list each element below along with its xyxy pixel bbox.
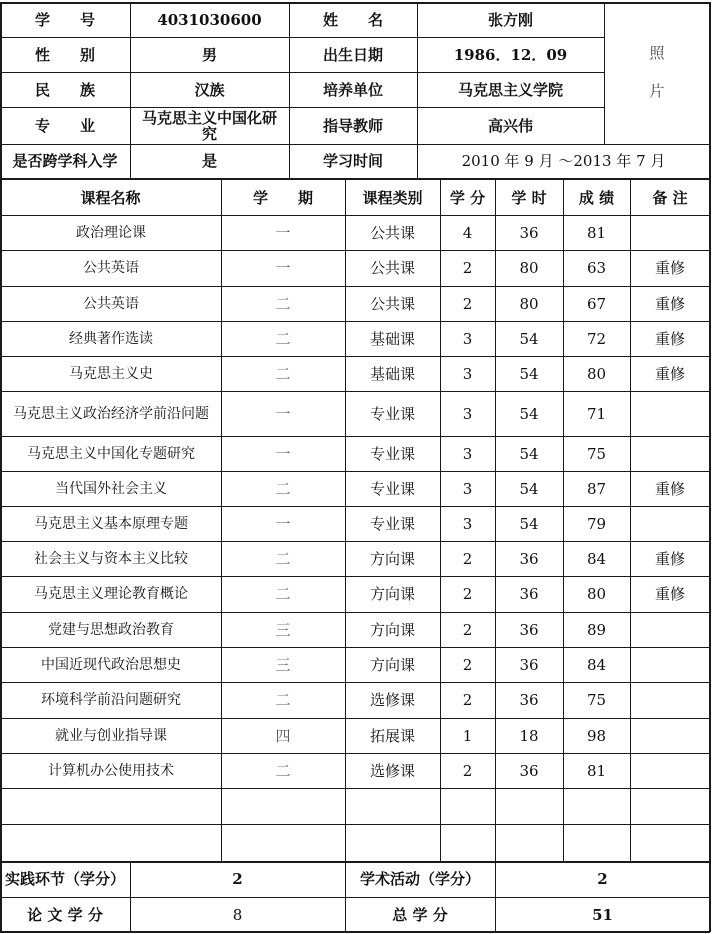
- course-score: 81: [586, 761, 607, 780]
- grid-line: [0, 541, 710, 542]
- grid-line: [0, 2, 2, 932]
- course-credit: 3: [462, 479, 473, 498]
- course-hours: 36: [519, 585, 539, 603]
- course-name: 公共英语: [83, 260, 139, 276]
- cross-discipline-label: 是否跨学科入学: [12, 152, 118, 170]
- course-credit: 3: [462, 514, 473, 533]
- major-label: 专 业: [34, 116, 95, 135]
- course-name: 就业与创业指导课: [55, 727, 167, 744]
- student-id-label: 学 号: [34, 10, 95, 29]
- course-term: 二: [275, 364, 291, 383]
- course-note: 重修: [654, 259, 685, 277]
- grid-line: [0, 753, 710, 754]
- course-note: 重修: [654, 329, 685, 348]
- grid-line: [0, 824, 710, 825]
- course-note: [630, 718, 710, 753]
- grid-line: [0, 250, 710, 251]
- study-period-value: 2010 年 9 月 ～2013 年 7 月: [461, 152, 666, 170]
- course-score: 84: [586, 655, 607, 674]
- course-name: 公共英语: [83, 295, 139, 312]
- course-name: 计算机办公使用技术: [48, 762, 174, 779]
- advisor-label: 指导教师: [322, 116, 383, 135]
- course-hours: 54: [519, 364, 539, 383]
- grid-line: [130, 2, 131, 178]
- course-name: 马克思主义中国化专题研究: [27, 445, 195, 462]
- student-id-value: 4031030600: [157, 10, 262, 29]
- grid-line: [563, 178, 564, 861]
- col-header-hours: 学 时: [511, 188, 547, 207]
- grid-line: [0, 321, 710, 322]
- grid-line: [440, 178, 441, 861]
- course-credit: 2: [462, 761, 473, 780]
- course-term: 一: [275, 404, 291, 423]
- course-type: 基础课: [369, 329, 415, 348]
- grid-line: [345, 861, 346, 932]
- course-name: 经典著作选读: [69, 330, 153, 347]
- name-value: 张方刚: [487, 10, 533, 29]
- course-term: 二: [275, 585, 291, 603]
- course-credit: 3: [462, 329, 473, 348]
- course-credit: 3: [462, 444, 473, 463]
- grid-line: [0, 72, 604, 73]
- grid-line: [0, 931, 710, 933]
- course-hours: 80: [519, 294, 539, 313]
- course-term: 一: [275, 259, 291, 277]
- course-note: [630, 436, 710, 471]
- course-term: 二: [275, 691, 291, 709]
- course-note: 重修: [654, 479, 685, 498]
- grid-line: [130, 861, 131, 932]
- course-score: 75: [586, 691, 607, 709]
- course-score: 89: [586, 620, 607, 639]
- course-credit: 2: [462, 549, 473, 568]
- course-name: 当代国外社会主义: [55, 480, 167, 497]
- course-score: 98: [586, 726, 607, 745]
- course-score: 81: [586, 223, 607, 242]
- course-type: 方向课: [369, 655, 415, 674]
- course-type: 专业课: [369, 444, 415, 463]
- grid-line: [0, 718, 710, 719]
- course-hours: 36: [519, 223, 539, 242]
- course-note: [630, 682, 710, 718]
- course-credit: 2: [462, 259, 473, 277]
- course-hours: 36: [519, 620, 539, 639]
- course-name: 中国近现代政治思想史: [41, 656, 181, 673]
- course-term: 二: [275, 479, 291, 498]
- course-score: 67: [586, 294, 607, 313]
- course-type: 公共课: [369, 223, 415, 242]
- grid-line: [417, 2, 418, 178]
- major-value: 马克思主义中国化研究: [141, 108, 277, 143]
- grid-line: [0, 436, 710, 437]
- course-term: 二: [275, 329, 291, 348]
- course-credit: 4: [462, 223, 473, 242]
- unit-label: 培养单位: [322, 80, 383, 99]
- thesis-credit-label: 论 文 学 分: [27, 905, 103, 924]
- course-type: 专业课: [369, 514, 415, 533]
- course-note: [630, 506, 710, 541]
- course-credit: 2: [462, 620, 473, 639]
- grid-line: [289, 2, 290, 178]
- course-type: 专业课: [369, 404, 415, 423]
- practice-label: 实践环节（学分）: [4, 870, 125, 888]
- grid-line: [221, 178, 222, 861]
- course-name: 马克思主义基本原理专题: [34, 515, 188, 532]
- grid-line: [0, 144, 710, 145]
- course-name: 马克思主义理论教育概论: [34, 586, 188, 602]
- col-header-credit: 学 分: [449, 188, 486, 207]
- course-score: 71: [586, 404, 607, 423]
- course-name: 马克思主义政治经济学前沿问题: [13, 405, 209, 422]
- grid-line: [0, 471, 710, 472]
- course-type: 方向课: [369, 620, 415, 639]
- course-score: 87: [586, 479, 607, 498]
- course-hours: 54: [519, 329, 539, 348]
- course-score: 84: [586, 549, 607, 568]
- course-hours: 36: [519, 549, 539, 568]
- course-hours: 36: [519, 761, 539, 780]
- course-hours: 54: [519, 404, 539, 423]
- course-credit: 2: [462, 294, 473, 313]
- photo-placeholder-char-1: 照: [649, 44, 665, 62]
- course-hours: 18: [519, 726, 539, 745]
- ethnicity-label: 民 族: [34, 80, 95, 99]
- grid-line: [0, 506, 710, 507]
- course-type: 选修课: [369, 761, 415, 780]
- course-type: 选修课: [369, 691, 415, 709]
- course-note: [630, 612, 710, 647]
- course-hours: 54: [519, 479, 539, 498]
- course-score: 80: [586, 585, 607, 603]
- course-note: [630, 753, 710, 788]
- course-credit: 1: [462, 726, 473, 745]
- col-header-note: 备 注: [652, 188, 688, 207]
- course-note: [630, 215, 710, 250]
- birth-value: 1986．12．09: [453, 45, 568, 64]
- course-type: 基础课: [369, 364, 415, 383]
- ethnicity-value: 汉族: [194, 80, 225, 99]
- photo-placeholder-char-2: 片: [649, 82, 665, 100]
- thesis-credit-value: 8: [232, 905, 243, 924]
- course-note: 重修: [654, 294, 685, 313]
- course-score: 79: [586, 514, 607, 533]
- course-credit: 2: [462, 585, 473, 603]
- course-hours: 36: [519, 655, 539, 674]
- col-header-course: 课程名称: [80, 188, 141, 207]
- grid-line: [0, 861, 710, 863]
- grid-line: [0, 682, 710, 683]
- cross-discipline-value: 是: [201, 152, 217, 170]
- grid-line: [0, 612, 710, 613]
- course-name: 环境科学前沿问题研究: [41, 692, 181, 708]
- course-hours: 54: [519, 444, 539, 463]
- course-note: [630, 391, 710, 436]
- course-term: 一: [275, 223, 291, 242]
- gender-label: 性 别: [34, 45, 95, 64]
- grid-line: [604, 2, 605, 144]
- course-term: 二: [275, 761, 291, 780]
- gender-value: 男: [201, 45, 217, 64]
- grid-line: [0, 178, 710, 180]
- course-term: 二: [275, 294, 291, 313]
- study-period-label: 学习时间: [322, 152, 383, 170]
- col-header-term: 学 期: [252, 188, 313, 207]
- course-credit: 2: [462, 691, 473, 709]
- course-term: 三: [275, 620, 291, 639]
- total-credit-label: 总 学 分: [392, 905, 448, 924]
- grid-line: [0, 286, 710, 287]
- course-credit: 3: [462, 404, 473, 423]
- advisor-value: 高兴伟: [487, 116, 533, 135]
- name-label: 姓 名: [322, 10, 383, 29]
- course-score: 72: [586, 329, 607, 348]
- course-hours: 54: [519, 514, 539, 533]
- grid-line: [345, 178, 346, 861]
- grid-line: [0, 356, 710, 357]
- grid-line: [630, 178, 631, 861]
- academic-activity-value: 2: [597, 870, 608, 888]
- col-header-type: 课程类别: [362, 188, 423, 207]
- course-note: 重修: [654, 549, 685, 568]
- practice-value: 2: [232, 870, 243, 888]
- course-type: 公共课: [369, 294, 415, 313]
- course-note: 重修: [654, 585, 685, 603]
- grid-line: [0, 788, 710, 789]
- course-term: 三: [275, 655, 291, 674]
- course-note: 重修: [654, 364, 685, 383]
- course-credit: 2: [462, 655, 473, 674]
- course-term: 一: [275, 444, 291, 463]
- course-name: 政治理论课: [76, 224, 146, 241]
- course-type: 拓展课: [369, 726, 415, 745]
- grid-line: [0, 215, 710, 216]
- course-credit: 3: [462, 364, 473, 383]
- course-hours: 36: [519, 691, 539, 709]
- grid-line: [0, 107, 604, 108]
- course-name: 社会主义与资本主义比较: [34, 550, 188, 567]
- grid-line: [0, 576, 710, 577]
- course-score: 63: [586, 259, 607, 277]
- grid-line: [0, 897, 710, 898]
- grid-line: [709, 2, 711, 932]
- course-score: 75: [586, 444, 607, 463]
- grid-line: [495, 178, 496, 861]
- course-name: 党建与思想政治教育: [48, 621, 174, 638]
- course-type: 方向课: [369, 549, 415, 568]
- course-score: 80: [586, 364, 607, 383]
- course-note: [630, 647, 710, 682]
- course-term: 一: [275, 514, 291, 533]
- course-type: 方向课: [369, 585, 415, 603]
- course-term: 二: [275, 549, 291, 568]
- course-name: 马克思主义史: [69, 365, 153, 382]
- col-header-score: 成 绩: [578, 188, 615, 207]
- unit-value: 马克思主义学院: [457, 80, 563, 99]
- total-credit-value: 51: [592, 905, 613, 924]
- course-type: 公共课: [369, 259, 415, 277]
- grid-line: [495, 861, 496, 932]
- course-term: 四: [275, 726, 291, 745]
- grid-line: [0, 391, 710, 392]
- grid-line: [0, 37, 604, 38]
- academic-activity-label: 学术活动（学分）: [359, 870, 480, 888]
- course-hours: 80: [519, 259, 539, 277]
- birth-label: 出生日期: [322, 45, 383, 64]
- course-type: 专业课: [369, 479, 415, 498]
- grid-line: [0, 647, 710, 648]
